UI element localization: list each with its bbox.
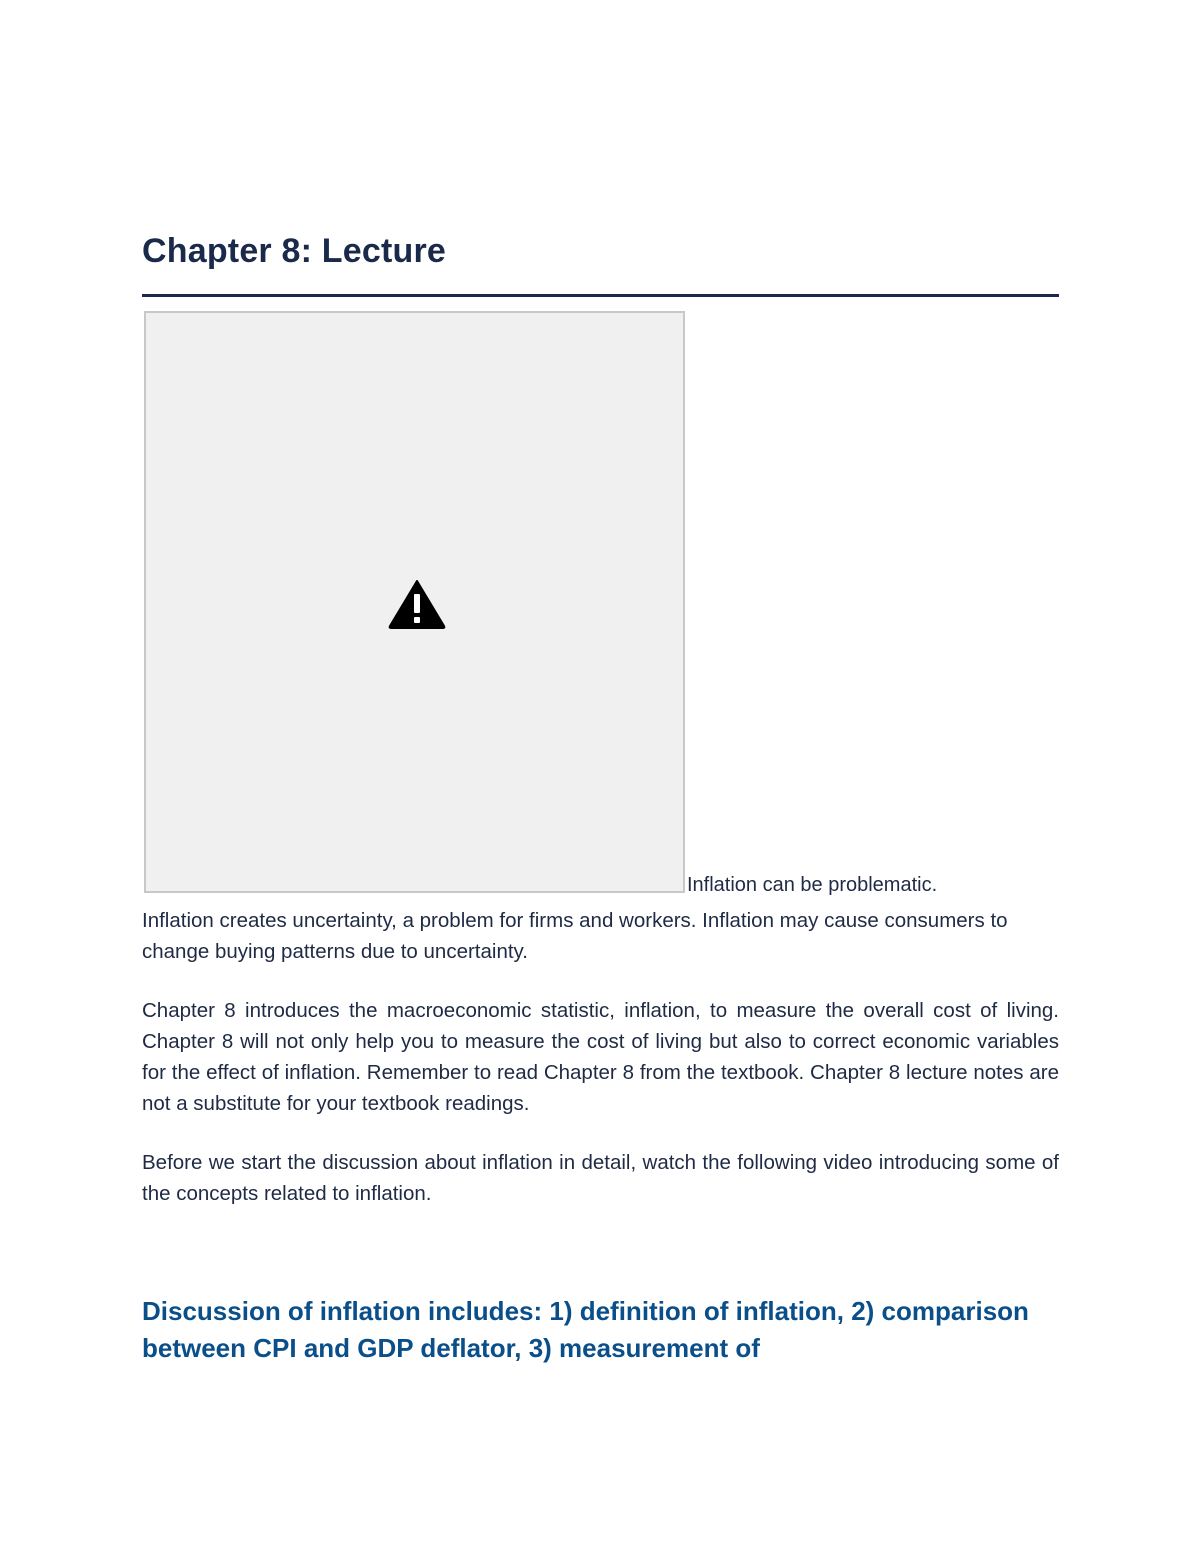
broken-image-placeholder xyxy=(144,311,685,893)
paragraph-video-intro: Before we start the discussion about inflation in detail, watch the following video introducing some of the concepts related to inflation. xyxy=(142,1151,1059,1205)
paragraph-uncertainty: Inflation creates uncertainty, a problem for firms and workers. Inflation may cause consumers to change buying patterns due to uncertainty. xyxy=(142,909,1008,963)
section-subheading: Discussion of inflation includes: 1) definition of inflation, 2) comparison between CPI and GDP deflator, 3) measurement of xyxy=(142,1296,1029,1363)
title-divider xyxy=(142,294,1059,297)
page-title: Chapter 8: Lecture xyxy=(142,232,447,270)
image-caption: Inflation can be problematic. xyxy=(687,874,938,896)
warning-icon xyxy=(388,579,446,629)
paragraph-introduction: Chapter 8 introduces the macroeconomic statistic, inflation, to measure the overall cost of living. Chapter 8 will not only help you to measure the cost of living but also to correct economic variables for the effect of inflation. Remember to read Chapter 8 from the textbook. Chapter 8 lecture notes are not a substitute for your textbook readings. xyxy=(142,999,1059,1115)
